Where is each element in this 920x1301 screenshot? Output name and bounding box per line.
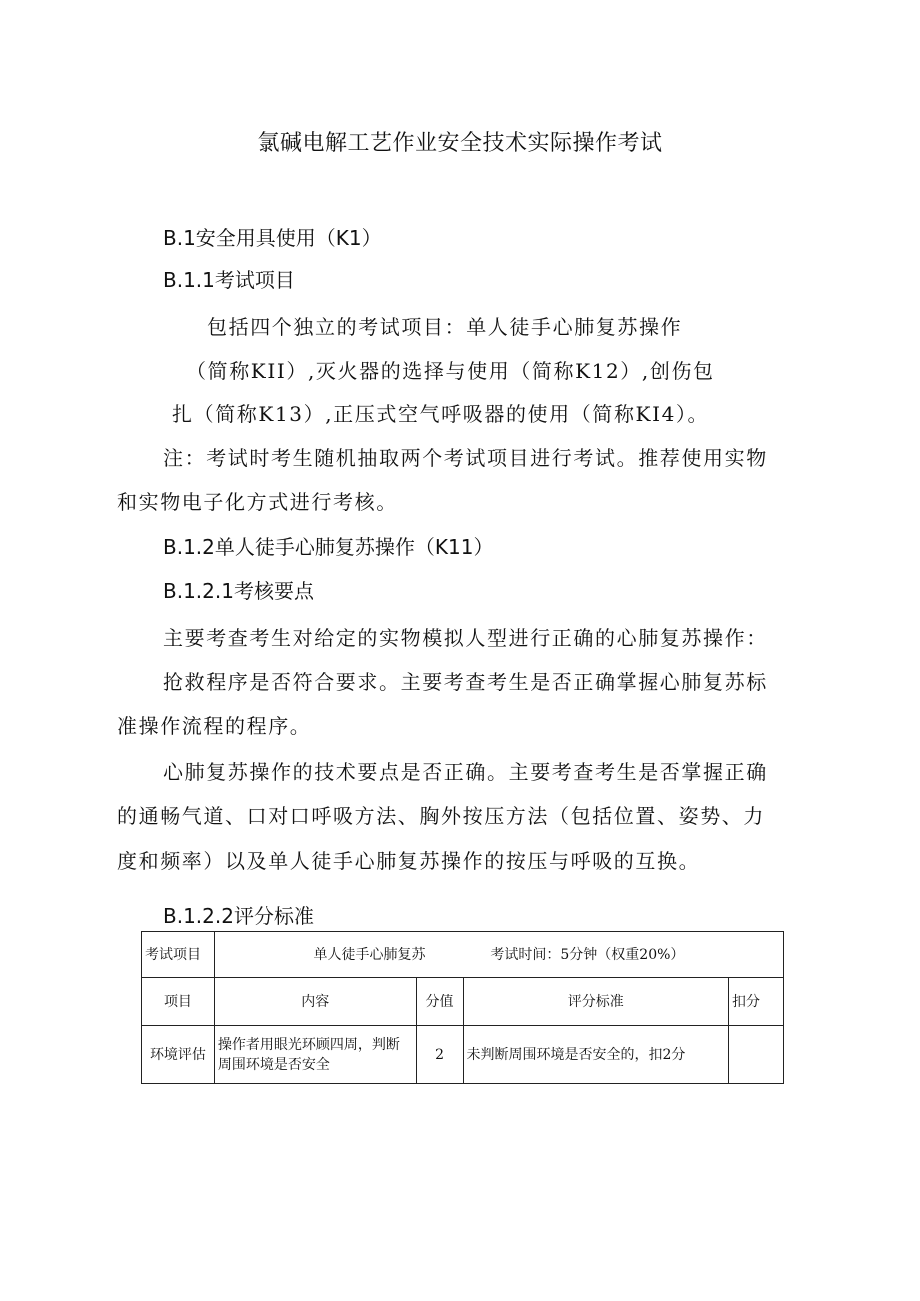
b121-line-3: 准操作流程的程序。	[117, 714, 312, 738]
section-b121-heading: B.1.2.1考核要点	[163, 579, 314, 603]
header-item: 项目	[142, 978, 215, 1026]
exam-name: 单人徒手心肺复苏	[313, 946, 426, 963]
row-deduction	[729, 1026, 784, 1084]
table-header-row-columns	[142, 978, 784, 1026]
row-item: 环境评估	[142, 1026, 215, 1084]
b11-paragraph-line-1: 包括四个独立的考试项目：单人徒手心肺复苏操作	[207, 315, 683, 339]
section-b11-heading: B.1.1考试项目	[163, 268, 295, 292]
b121-line-2: 抢救程序是否符合要求。主要考查考生是否正确掌握心肺复苏标	[163, 670, 768, 694]
scoring-table	[141, 931, 784, 1084]
section-b1-heading: B.1安全用具使用（K1）	[163, 226, 382, 250]
header-deduction: 扣分	[729, 978, 784, 1026]
row-criteria: 未判断周围环境是否安全的，扣2分	[463, 1026, 729, 1084]
b121-line-4: 心肺复苏操作的技术要点是否正确。主要考查考生是否掌握正确	[163, 760, 768, 784]
note-line-1: 注：考试时考生随机抽取两个考试项目进行考试。推荐使用实物	[163, 446, 768, 470]
b121-line-5: 的通畅气道、口对口呼吸方法、胸外按压方法（包括位置、姿势、力	[117, 804, 765, 828]
b11-paragraph-line-3: 扎（简称K13）,正压式空气呼吸器的使用（简称KI4）。	[172, 402, 710, 426]
header-content: 内容	[214, 978, 416, 1026]
table-header-row-exam	[142, 932, 784, 978]
header-points: 分值	[416, 978, 463, 1026]
b121-line-1: 主要考查考生对给定的实物模拟人型进行正确的心肺复苏操作：	[163, 626, 768, 650]
exam-time: 考试时间：5分钟（权重20%）	[490, 946, 685, 963]
table-row	[142, 1026, 784, 1084]
header-criteria: 评分标准	[463, 978, 729, 1026]
document-title: 氯碱电解工艺作业安全技术实际操作考试	[257, 131, 663, 156]
note-line-2: 和实物电子化方式进行考核。	[117, 490, 398, 514]
section-b122-heading: B.1.2.2评分标准	[163, 904, 314, 928]
row-points: 2	[416, 1026, 463, 1084]
exam-item-label-cell: 考试项目	[142, 932, 215, 978]
row-content: 操作者用眼光环顾四周，判断周围环境是否安全	[214, 1026, 416, 1084]
b11-paragraph-line-2: （简称KII）,灭火器的选择与使用（简称K12）,创伤包	[186, 359, 715, 383]
b121-line-6: 度和频率）以及单人徒手心肺复苏操作的按压与呼吸的互换。	[117, 849, 701, 873]
section-b12-heading: B.1.2单人徒手心肺复苏操作（K11）	[163, 535, 494, 559]
exam-info-cell	[214, 932, 783, 978]
